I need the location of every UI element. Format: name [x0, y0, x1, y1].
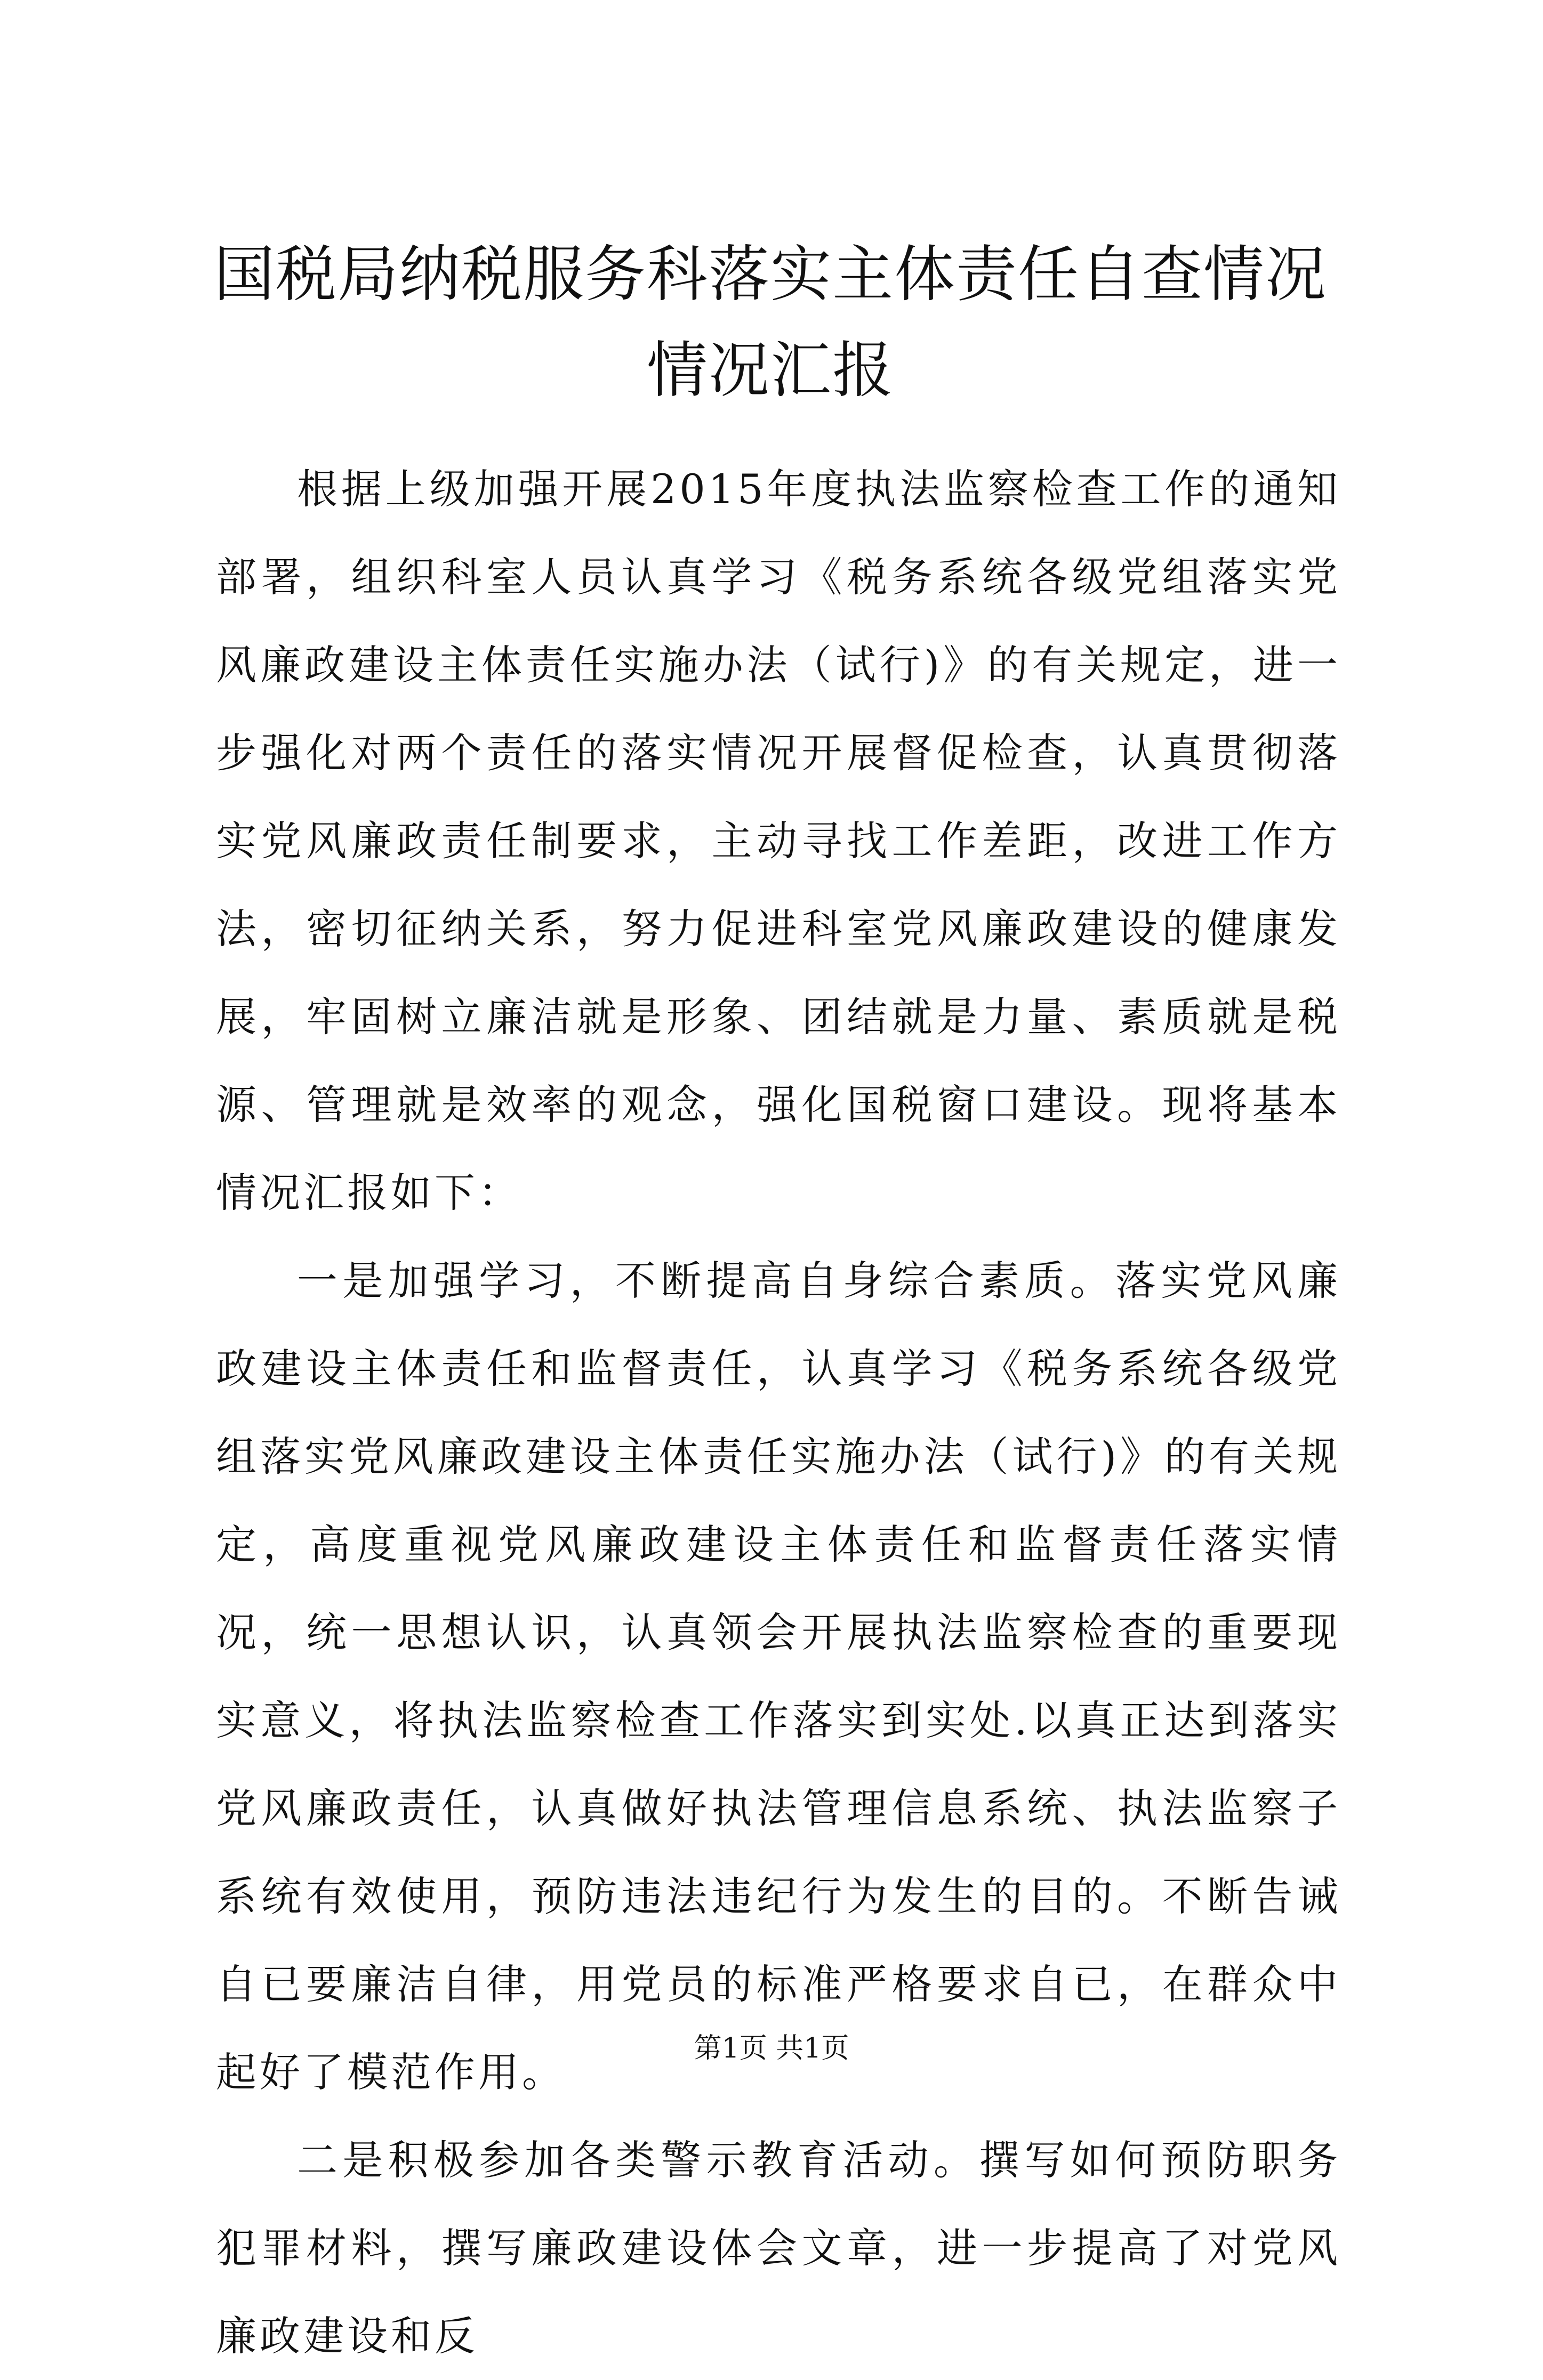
document-body: [216, 445, 1341, 2380]
paragraph-intro: 根据上级加强开展2015年度执法监察检查工作的通知部署，组织科室人员认真学习《税务系统各级党组落实党风廉政建设主体责任实施办法（试行)》的有关规定，进一步强化对两个责任的落实情况开展督促检查，认真贯彻落实党风廉政责任制要求，主动寻找工作差距，改进工作方法，密切征纳关系，努力促进科室党风廉政建设的健康发展，牢固树立廉洁就是形象、团结就是力量、素质就是税源、管理就是效率的观念，强化国税窗口建设。现将基本情况汇报如下：: [216, 465, 1341, 1216]
document-title: 国税局纳税服务科落实主体责任自查情况情况汇报: [213, 239, 1327, 406]
paragraph-education: 二是积极参加各类警示教育活动。撰写如何预防职务犯罪材料，撰写廉政建设体会文章，进一步提高了对党风廉政建设和反: [216, 2136, 1341, 2360]
paragraph-study: 一是加强学习，不断提高自身综合素质。落实党风廉政建设主体责任和监督责任，认真学习《税务系统各级党组落实党风廉政建设主体责任实施办法（试行)》的有关规定，高度重视党风廉政建设主体责任和监督责任落实情况，统一思想认识，认真领会开展执法监察检查的重要现实意义，将执法监察检查工作落实到实处.以真正达到落实党风廉政责任，认真做好执法管理信息系统、执法监察子系统有效使用，预防违法违纪行为发生的目的。不断告诫自已要廉洁自律，用党员的标准严格要求自已，在群众中起好了模范作用。: [216, 1257, 1341, 2096]
page-footer: 第1页 共1页: [694, 2032, 849, 2064]
